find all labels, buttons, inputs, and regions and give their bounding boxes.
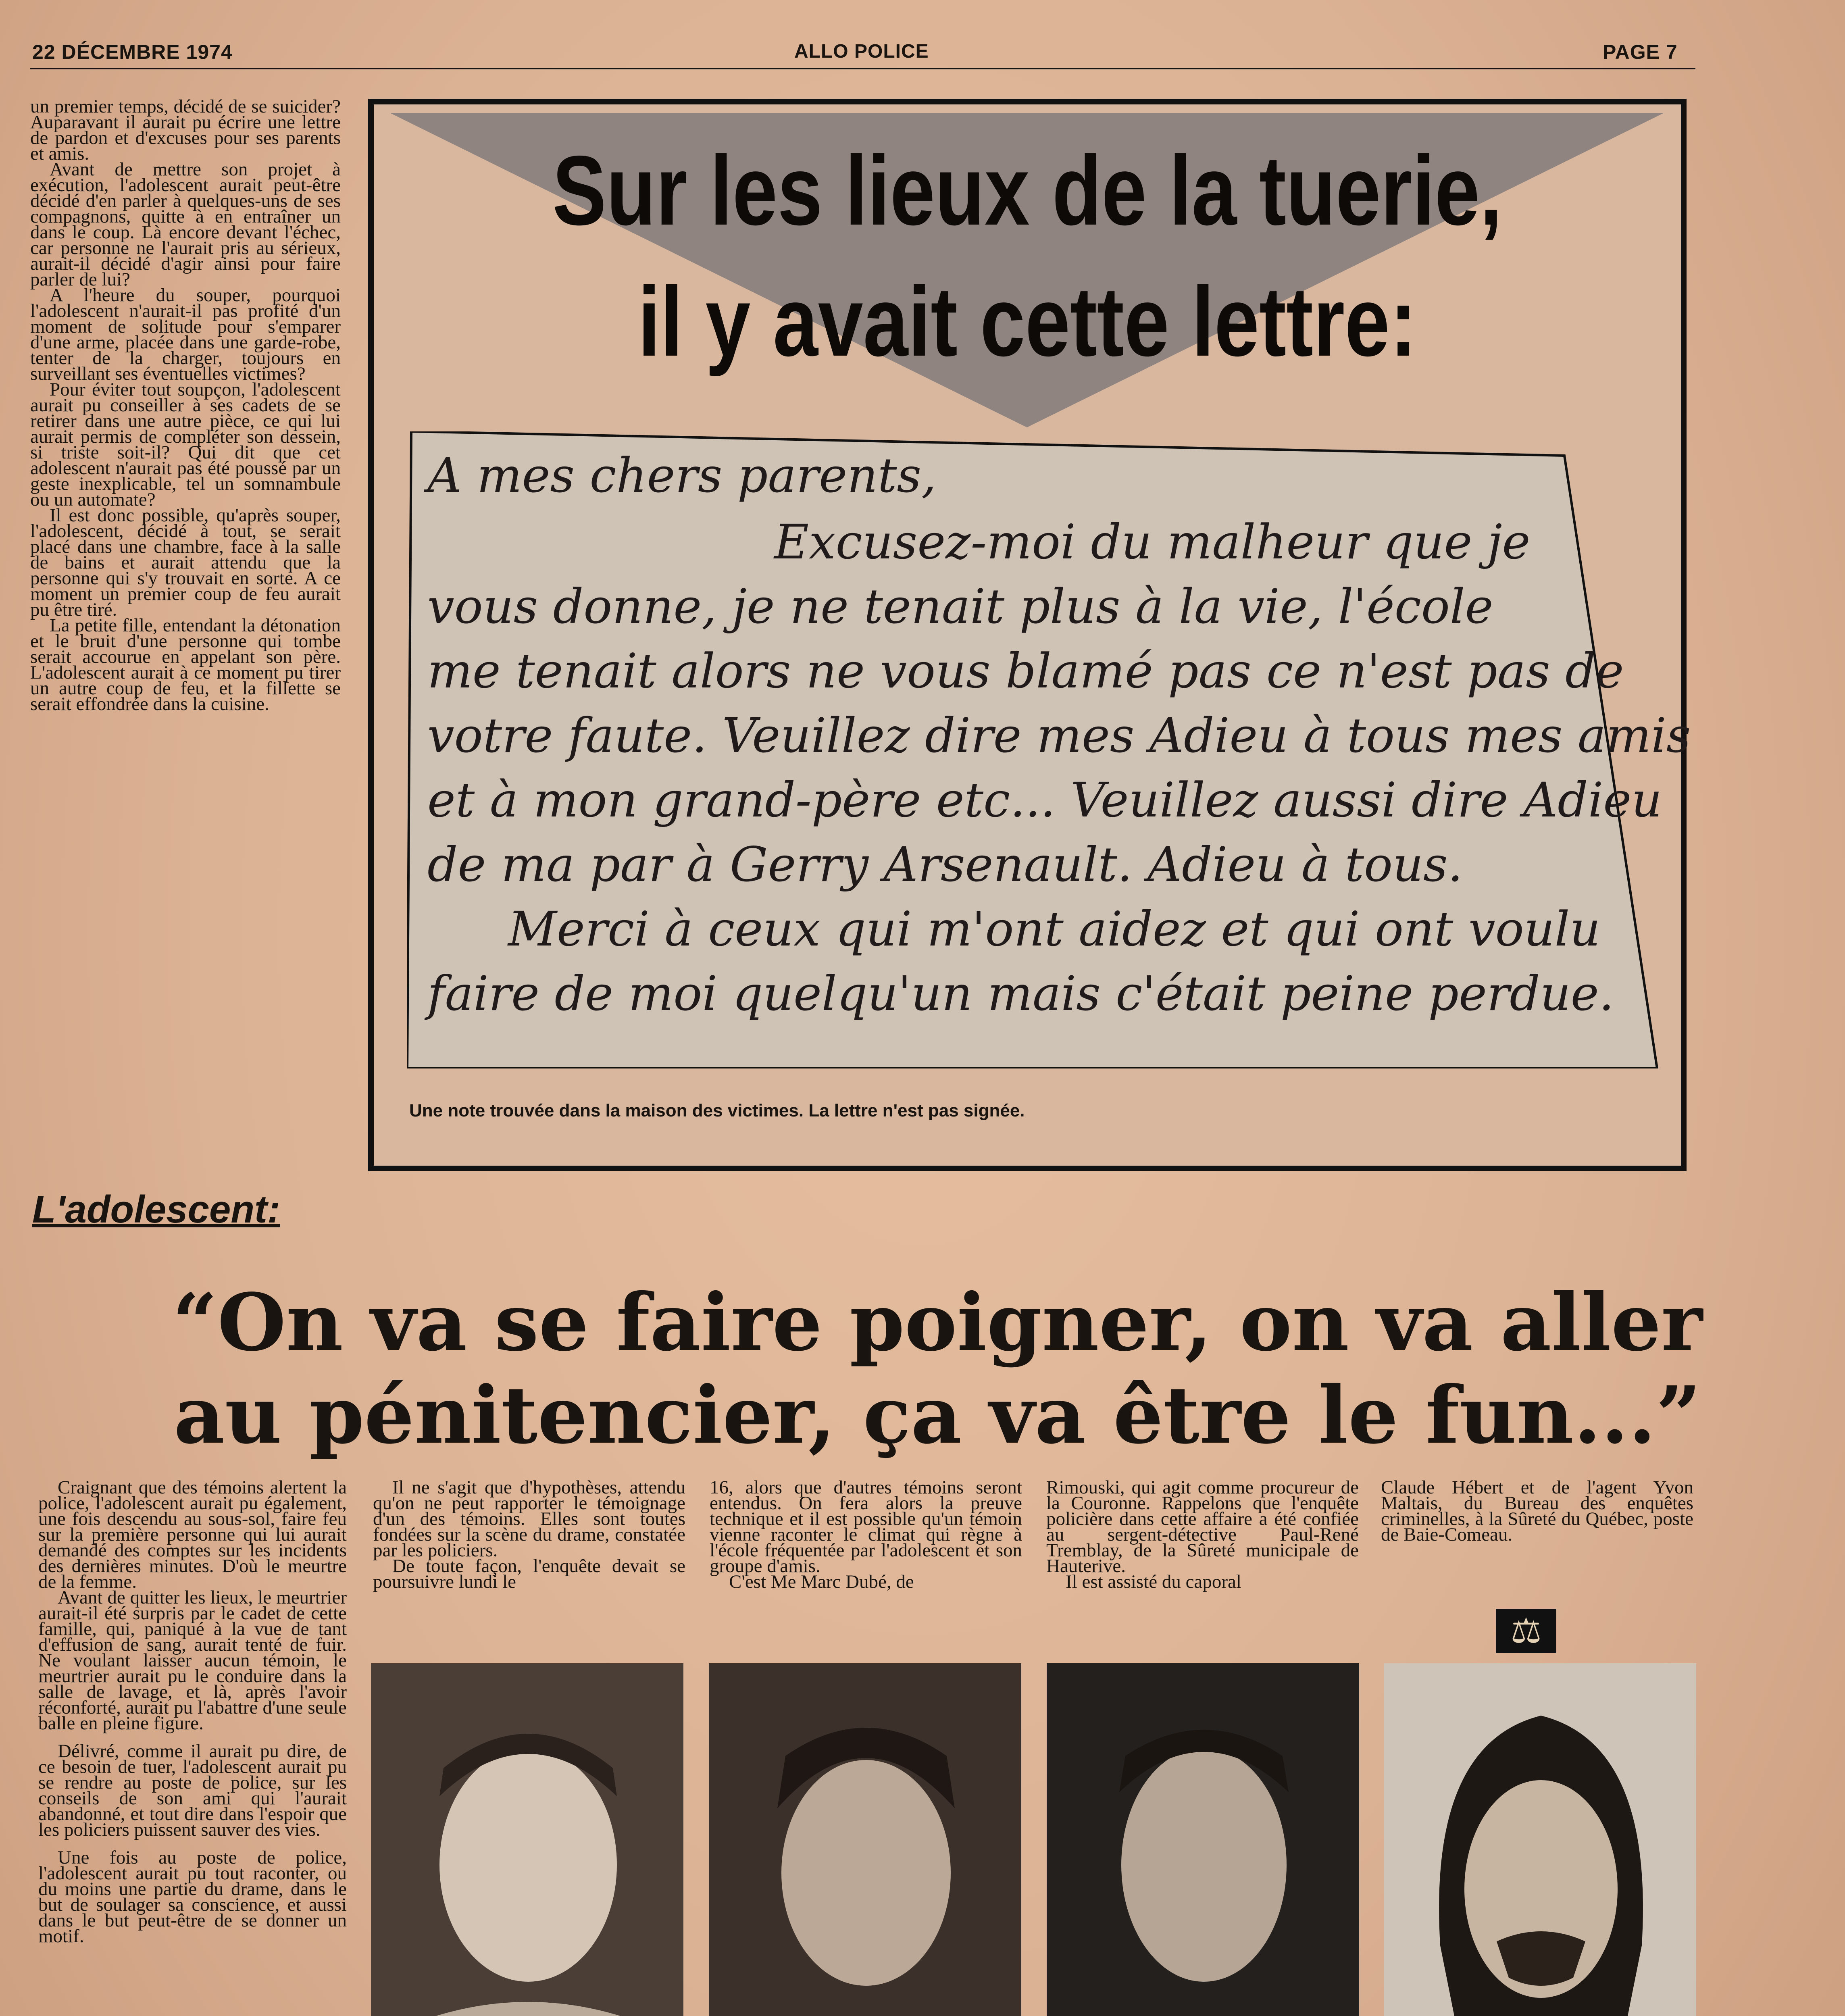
letter-caption: Une note trouvée dans la maison des victimes. La lettre n'est pas signée. — [409, 1101, 1025, 1120]
body-paragraph: Une fois au poste de police, l'adolescent aurait pu tout raconter, ou du moins une partie du drame, dans le but de soulager sa conscience, et aussi dans le but peut-être de se donner un motif. — [38, 1847, 347, 1947]
headline-line: “On va se faire poigner, on va aller — [172, 1276, 1703, 1368]
letter-line: me tenait alors ne vous blamé pas ce n'est pas de — [427, 643, 1624, 699]
portrait-photo-levesque — [1047, 1663, 1359, 2016]
left-paragraph: Avant de mettre son projet à exécution, l'adolescent aurait peut-être décidé d'en parler à quelques-uns de ses compagnons, quitte à en entraîner un dans le coup. Là encore devant l'échec, car personne ne l'aurait pris au sérieux, aurait-il décidé d'agir ainsi pour faire parler de lui? — [30, 159, 341, 290]
body-column — [373, 1477, 685, 1592]
justice-scales-icon: ⚖ — [1496, 1609, 1556, 1653]
letter-line: de ma par à Gerry Arsenault. Adieu à tous. — [427, 837, 1463, 892]
body-paragraph: Claude Hébert et de l'agent Yvon Maltais, du Bureau des enquêtes criminelles, à la Sûreté du Québec, poste de Baie-Comeau. — [1381, 1477, 1693, 1545]
portrait-photo-beaulieu — [1384, 1663, 1696, 2016]
letter-line: et à mon grand-père etc... Veuillez aussi dire Adieu — [427, 772, 1662, 828]
letter-line: votre faute. Veuillez dire mes Adieu à tous mes amis — [427, 708, 1691, 763]
body-paragraph: 16, alors que d'autres témoins seront entendus. On fera alors la preuve technique et il est possible qu'un témoin vienne raconter le climat qui règne à l'école fréquentée par l'adolescent et son groupe d'amis. — [710, 1477, 1022, 1577]
letter-line: vous donne, je ne tenait plus à la vie, l'école — [427, 579, 1493, 634]
issue-date: 22 DÉCEMBRE 1974 — [32, 41, 233, 63]
box-title-line: Sur les lieux de la tuerie, — [552, 135, 1502, 246]
body-paragraph: Il ne s'agit que d'hypothèses, attendu qu'on ne peut rapporter le témoignage d'un des témoins. Elles sont toutes fondées sur la scène du drame, constatée par les policiers. — [373, 1477, 685, 1561]
body-paragraph: Craignant que des témoins alertent la police, l'adolescent aurait pu également, une fois descendu au sous-sol, faire feu sur la première personne qui lui aurait demandé des comptes sur les incidents des dernières minutes. D'où le meurtre de la femme. — [38, 1477, 347, 1592]
body-paragraph: Il est assisté du caporal — [1066, 1571, 1241, 1592]
left-paragraph: Il est donc possible, qu'après souper, l'adolescent, décidé à tout, se serait placé dans une chambre, face à la salle de bains et aurait attendu que la personne qui s'y trouvait en sorte. A ce moment un premier coup de feu aurait pu être tiré. — [30, 505, 341, 620]
body-paragraph: Rimouski, qui agit comme procureur de la Couronne. Rappelons que l'enquête policière dans cette affaire a été confiée au sergent-détective Paul-René Tremblay, de la Sûreté municipale de Hauterive. — [1046, 1477, 1359, 1577]
box-title-line: il y avait cette lettre: — [638, 266, 1417, 377]
body-paragraph: De toute façon, l'enquête devait se poursuivre lundi le — [373, 1556, 685, 1592]
header-rule — [30, 68, 1695, 69]
left-paragraph: A l'heure du souper, pourquoi l'adolescent n'aurait-il pas profité d'un moment de solitude pour s'emparer d'une arme, placée dans une garde-robe, tenter de la charger, toujours en surveillant ses éventuelles victimes? — [30, 285, 341, 384]
body-column — [1381, 1477, 1693, 1545]
portrait-photo-girard — [371, 1663, 683, 2016]
page-number: PAGE 7 — [1603, 41, 1678, 63]
left-paragraph: Pour éviter tout soupçon, l'adolescent aurait pu conseiller à ses cadets de se retirer dans une autre pièce, ce qui lui aurait permis de compléter son dessein, si triste soit-il? Qui dit que cet adolescent n'aurait pas été poussé par un geste inexplicable, tel un somnambule ou un automate? — [30, 379, 341, 510]
body-column — [1046, 1477, 1359, 1592]
body-column — [38, 1477, 347, 1947]
letter-line: faire de moi quelqu'un mais c'était peine perdue. — [427, 966, 1614, 1021]
section-subhead: L'adolescent: — [32, 1188, 280, 1231]
body-paragraph: C'est Me Marc Dubé, de — [729, 1571, 914, 1592]
letter-text — [419, 448, 1691, 1068]
letter-line: Merci à ceux qui m'ont aidez et qui ont voulu — [508, 901, 1601, 957]
letter-line: Excusez-moi du malheur que je — [774, 514, 1531, 570]
body-column — [710, 1477, 1022, 1592]
portrait-photo-arsenault — [709, 1663, 1021, 2016]
body-paragraph: Avant de quitter les lieux, le meurtrier aurait-il été surpris par le cadet de cette famille, qui, paniqué à la vue de tant d'effusion de sang, aurait tenté de fuir. Ne voulant laisser aucun témoin, le meurtrier aurait pu le conduire dans la salle de lavage, et là, après l'avoir réconforté, aurait pu l'abattre d'une seule balle en pleine figure. — [38, 1587, 347, 1734]
headline-line: au pénitencier, ça va être le fun...” — [173, 1369, 1701, 1461]
left-paragraph: un premier temps, décidé de se suicider? Auparavant il aurait pu écrire une lettre de pardon et d'excuses pour ses parents et amis. — [30, 96, 341, 164]
left-column — [30, 96, 341, 714]
letter-line: A mes chers parents, — [427, 448, 937, 503]
body-paragraph: Délivré, comme il aurait pu dire, de ce besoin de tuer, l'adolescent aurait pu se rendre au poste de police, sur les conseils de son ami qui l'aurait abandonné, et tout dire dans l'espoir que les policiers puissent sauver des vies. — [38, 1741, 347, 1840]
left-paragraph: La petite fille, entendant la détonation et le bruit d'une personne qui tombe serait accourue en appelant son père. L'adolescent aurait à ce moment pu tirer un autre coup de feu, et la fillette se serait effondrée dans la cuisine. — [30, 615, 341, 714]
publication-name: ALLO POLICE — [794, 41, 929, 62]
headline — [81, 1276, 1794, 1462]
box-title — [491, 125, 1563, 387]
